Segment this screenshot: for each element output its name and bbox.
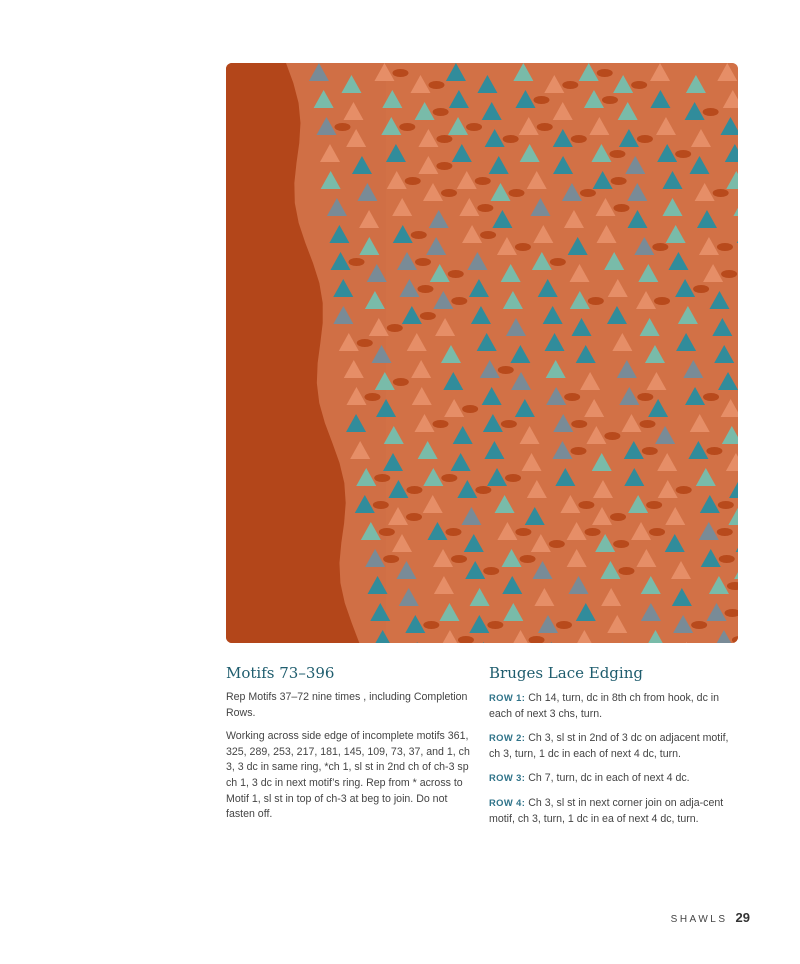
motifs-paragraph-2: Working across side edge of incomplete motifs 361, 325, 289, 253, 217, 181, 145, 109, 73, 37, and 1, ch 3, 3 dc in same ring, *ch 1, sl st in 2nd ch of ch-3 sp ch 1, 3 dc in next motif’s ring. Rep from * across to Motif 1, sl st in top of ch-3 at beg to join. Do not fasten off.	[226, 730, 470, 821]
crochet-shawl-photo	[226, 63, 738, 643]
row-4-instruction	[489, 795, 739, 827]
motifs-heading: Motifs 73–396	[226, 664, 335, 682]
row-3-text: Ch 7, turn, dc in each of next 4 dc.	[528, 772, 690, 785]
page-footer	[671, 910, 750, 925]
crochet-shawl-photo-icon	[226, 63, 738, 643]
row-1-label: ROW 1:	[489, 692, 526, 703]
row-3-label: ROW 3:	[489, 772, 526, 784]
page-number: 29	[735, 910, 750, 925]
row-2-label: ROW 2:	[489, 732, 526, 744]
row-2-instruction	[489, 730, 739, 762]
bruges-lace-instructions	[489, 690, 739, 835]
motifs-paragraph-1: Rep Motifs 37–72 nine times , including Completion Rows.	[226, 691, 468, 719]
bruges-lace-heading: Bruges Lace Edging	[489, 664, 643, 682]
row-1-instruction	[489, 690, 739, 722]
row-4-text: Ch 3, sl st in next corner join on adja-cent motif, ch 3, turn, 1 dc in ea of next 4 dc, turn.	[489, 796, 724, 825]
section-name: SHAWLS	[670, 914, 728, 925]
row-2-text: Ch 3, sl st in 2nd of 3 dc on adjacent motif, ch 3, turn, 1 dc in each of next 4 dc, turn.	[489, 732, 729, 760]
row-3-instruction	[489, 770, 739, 787]
row-4-label: ROW 4:	[489, 796, 526, 808]
motifs-instructions	[226, 690, 478, 831]
row-1-text: Ch 14, turn, dc in 8th ch from hook, dc in each of next 3 chs, turn.	[489, 692, 720, 720]
